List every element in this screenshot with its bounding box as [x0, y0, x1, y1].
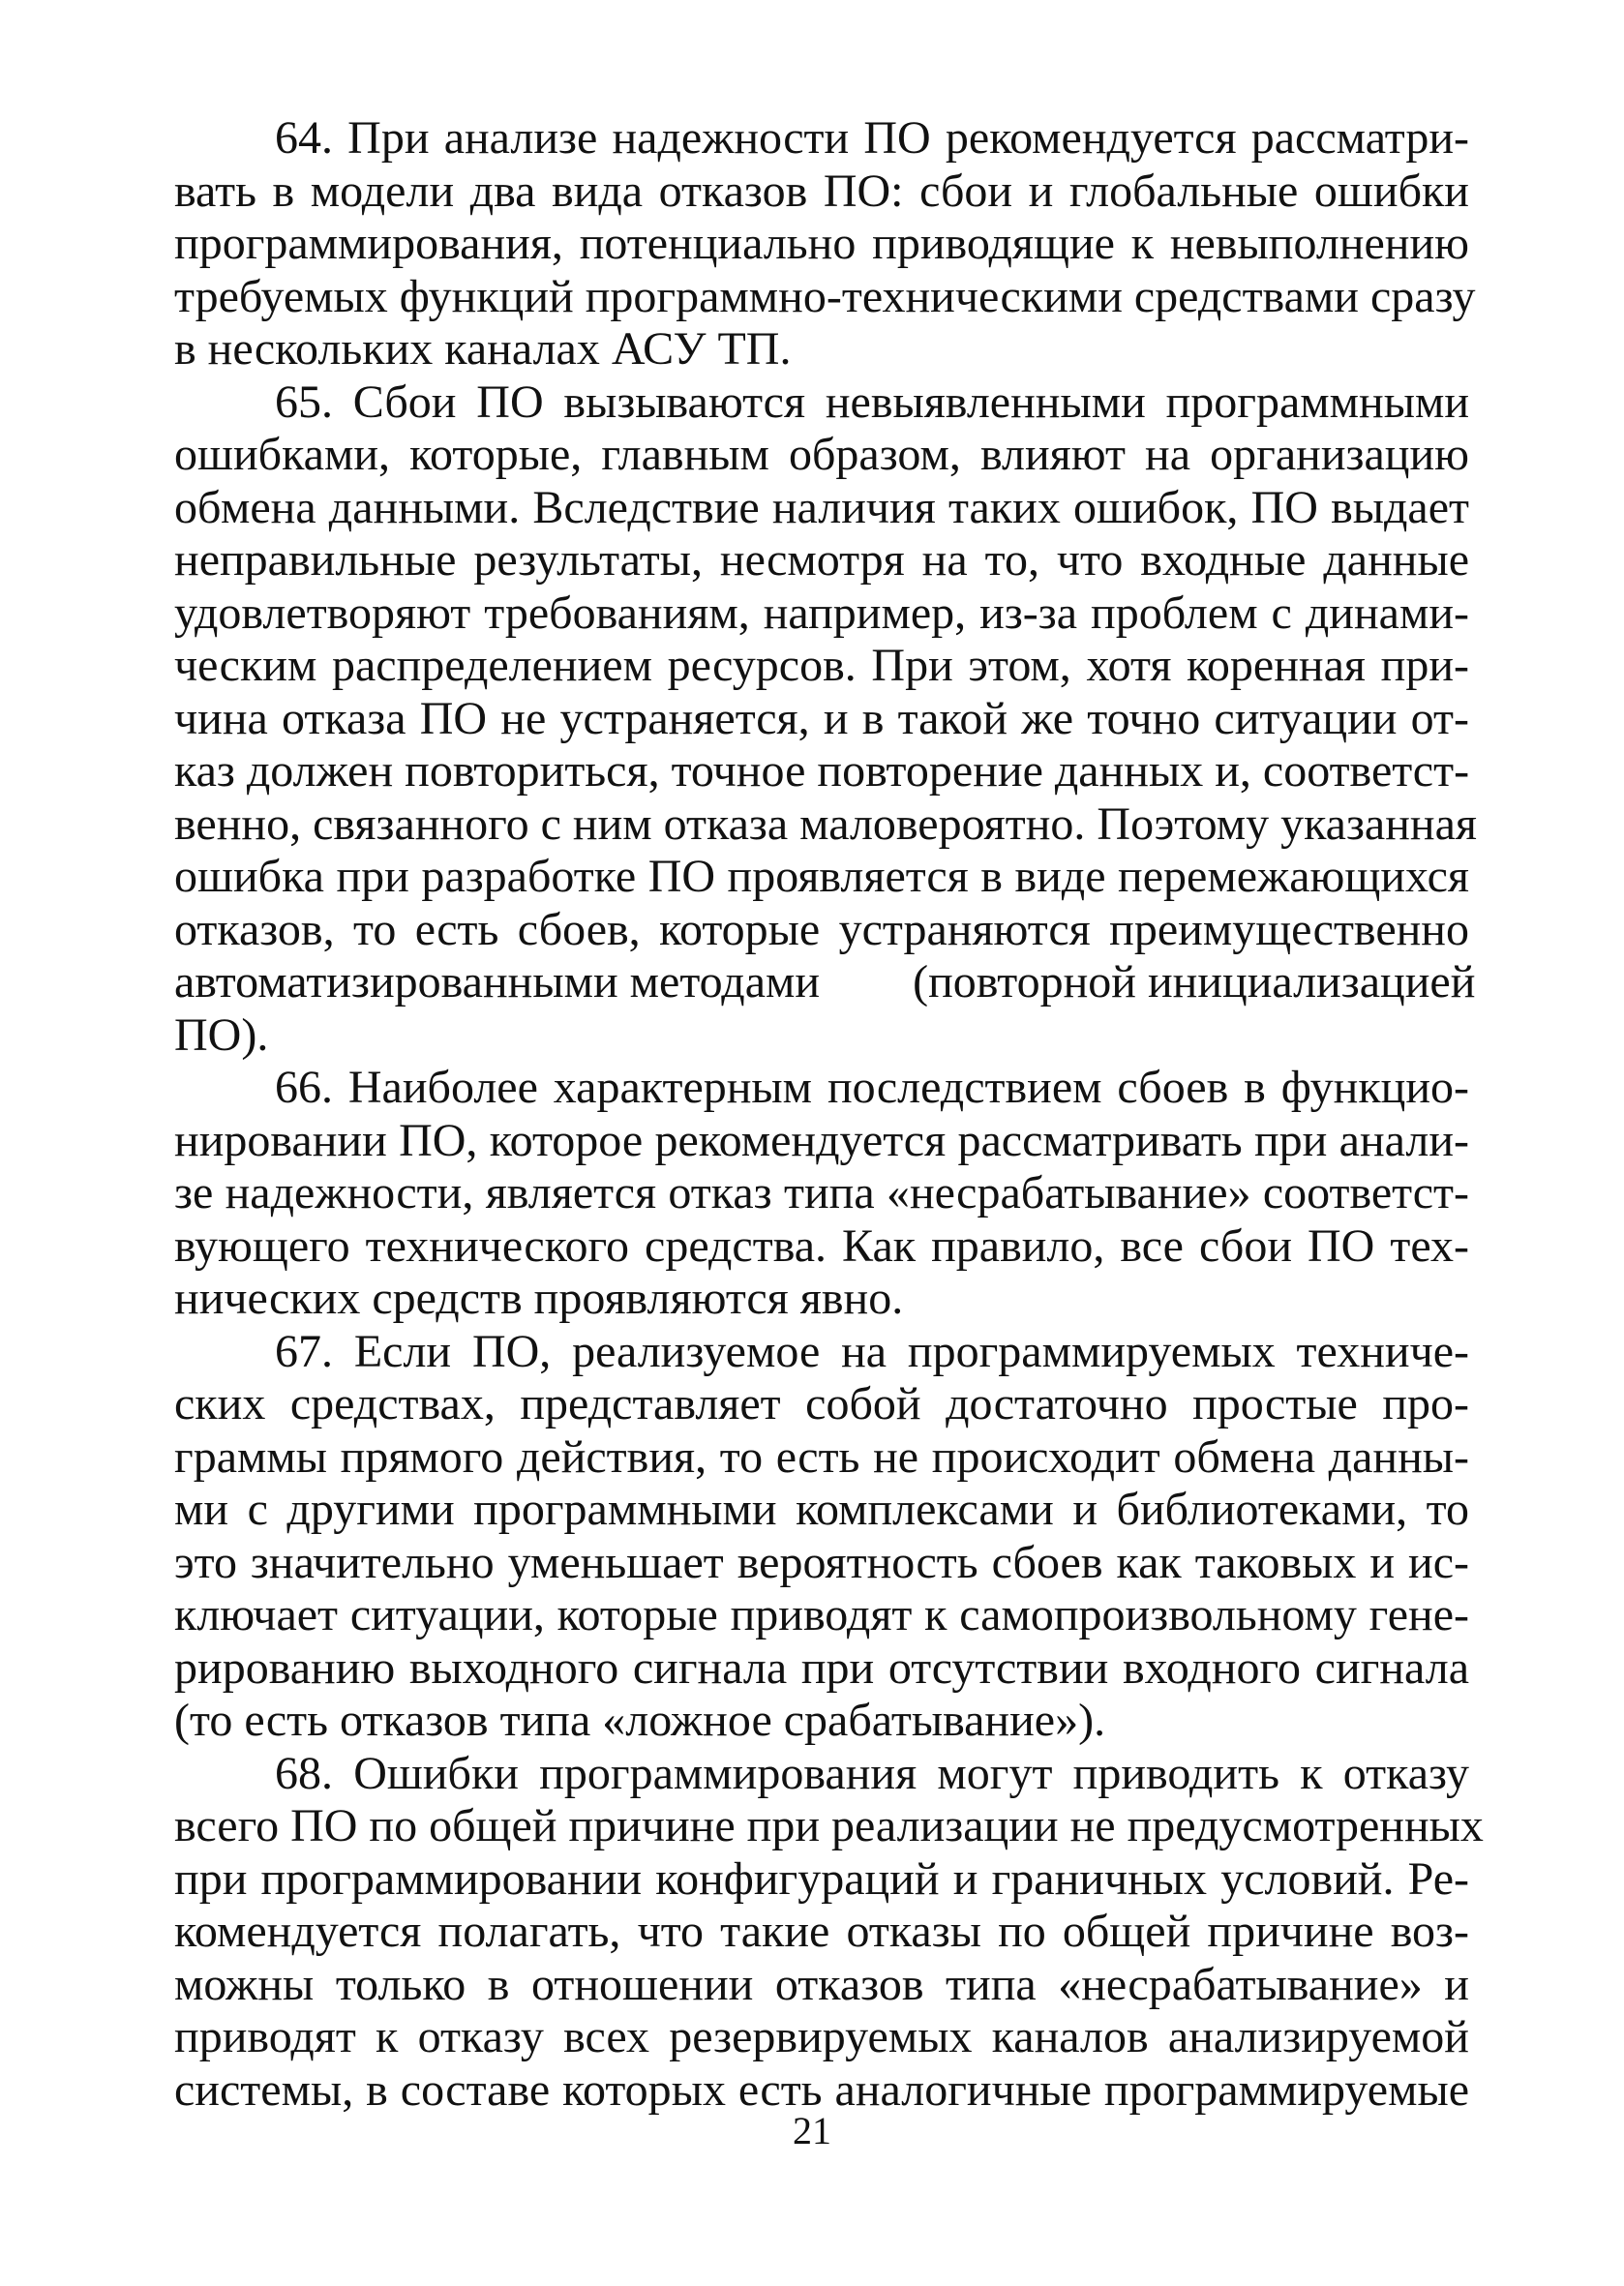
text-line: ошибка при разработке ПО проявляется в виде перемежающихся [174, 851, 1469, 902]
text-line: приводят к отказу всех резервируемых каналов анализируемой [174, 2011, 1469, 2062]
text-line: каз должен повториться, точное повторение данных и, соответст- [174, 745, 1470, 797]
text-line: программирования, потенциально приводящие к невыполнению [174, 218, 1469, 269]
text-line: ми с другими программными комплексами и библиотеками, то [174, 1484, 1469, 1535]
text-line: требуемых функций программно-техническими средствами сразу [174, 270, 1476, 322]
text-line: 66. Наиболее характерным последствием сбоев в функцио- [275, 1062, 1469, 1113]
text-line: ческим распределением ресурсов. При этом, хотя коренная при- [174, 640, 1469, 691]
paragraph-64 [174, 112, 1476, 376]
text-line: 68. Ошибки программирования могут приводить к отказу [275, 1747, 1469, 1799]
text-line: зе надежности, является отказ типа «несрабатывание» соответст- [174, 1167, 1469, 1218]
text-line: чина отказа ПО не устраняется, и в такой же точно ситуации от- [174, 692, 1469, 744]
text-line: системы, в составе которых есть аналогичные программируемые [174, 2063, 1469, 2116]
paragraph-65 [174, 376, 1477, 1063]
text-line: вующего технического средства. Как правило, все сбои ПО тех- [174, 1219, 1469, 1272]
text-line: можны только в отношении отказов типа «несрабатывание» и [174, 1958, 1469, 2010]
text-line: граммы прямого действия, то есть не происходит обмена данны- [174, 1430, 1469, 1483]
text-line: рированию выходного сигнала при отсутствии входного сигнала [174, 1641, 1469, 1694]
text-line: неправильные результаты, несмотря на то, что входные данные [174, 534, 1469, 586]
paragraph-66 [174, 1062, 1469, 1326]
text-line: ошибками, которые, главным образом, влияют на организацию [174, 429, 1469, 480]
text-line: нировании ПО, которое рекомендуется рассматривать при анали- [174, 1114, 1469, 1166]
page-number: 21 [793, 2109, 831, 2152]
text-line: комендуется полагать, что такие отказы по общей причине воз- [174, 1906, 1469, 1957]
text-line: удовлетворяют требованиям, например, из-за проблем с динами- [174, 587, 1469, 639]
text-line: венно, связанного с ним отказа маловероятно. Поэтому указанная [174, 797, 1477, 850]
text-line: это значительно уменьшает вероятность сбоев как таковых и ис- [174, 1536, 1469, 1588]
text-line: ПО). [174, 1008, 269, 1061]
text-line: в нескольких каналах АСУ ТП. [174, 323, 792, 375]
text-line: (то есть отказов типа «ложное срабатывание»). [174, 1695, 1106, 1746]
text-line: при программировании конфигураций и граничных условий. Ре- [174, 1852, 1469, 1905]
text-line: 65. Сбои ПО вызываются невыявленными программными [275, 376, 1469, 428]
text-line: 67. Если ПО, реализуемое на программируемых техниче- [275, 1325, 1469, 1377]
text-line: вать в модели два вида отказов ПО: сбои и глобальные ошибки [174, 165, 1469, 217]
text-line: 64. При анализе надежности ПО рекомендуется рассматри- [275, 112, 1469, 164]
text-line: нических средств проявляются явно. [174, 1273, 904, 1324]
text-line: отказов, то есть сбоев, которые устраняются преимущественно [174, 903, 1469, 955]
text-line: обмена данными. Вследствие наличия таких ошибок, ПО выдает [174, 481, 1469, 533]
text-line: всего ПО по общей причине при реализации не предусмотренных [174, 1800, 1484, 1851]
text-line: ских средствах, представляет собой достаточно простые про- [174, 1378, 1469, 1429]
text-line: ключает ситуации, которые приводят к самопроизвольному гене- [174, 1589, 1469, 1640]
body-text [174, 112, 1484, 2117]
paragraph-67 [174, 1326, 1469, 1748]
text-line: автоматизированными методами (повторной инициализацией [174, 956, 1476, 1008]
paragraph-68 [174, 1747, 1484, 2118]
